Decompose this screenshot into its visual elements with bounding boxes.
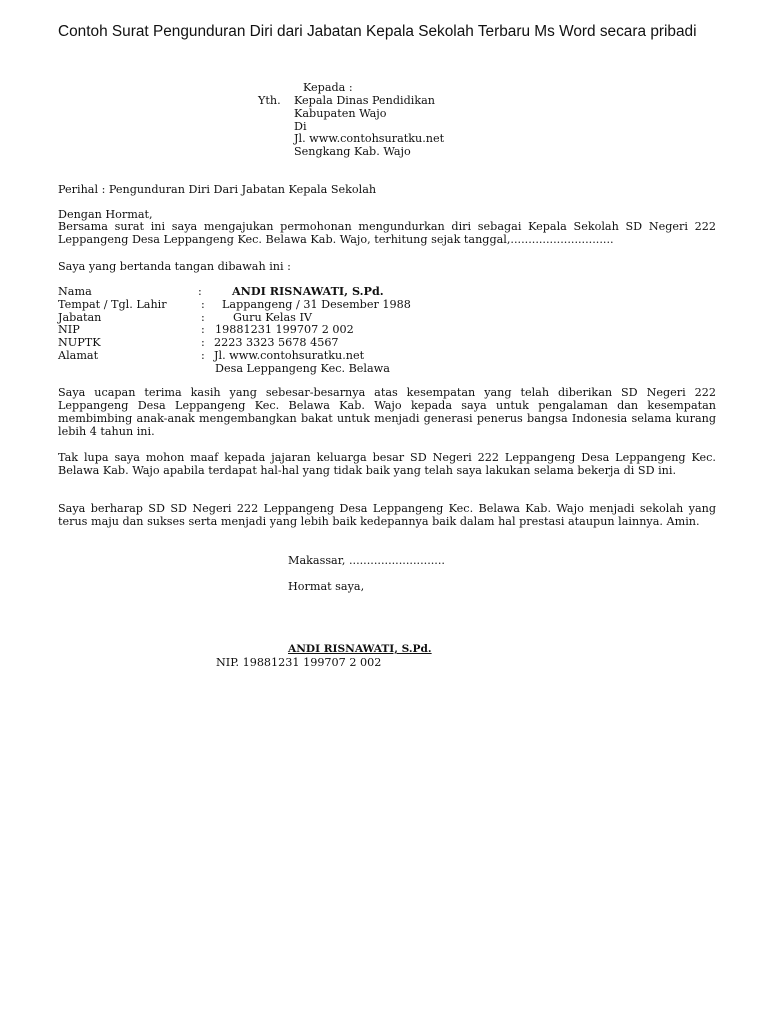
identity-label-nama: Nama xyxy=(58,285,92,298)
recipient-line1: Kepala Dinas Pendidikan xyxy=(294,94,436,107)
identity-label-nip: NIP xyxy=(58,323,80,336)
identity-sep-alamat: : xyxy=(201,349,205,362)
recipient-yth: Yth. xyxy=(258,94,281,107)
identity-sep-jabatan: : xyxy=(201,311,205,324)
closing-regards: Hormat saya, xyxy=(288,580,365,593)
identity-sep-nama: : xyxy=(198,285,202,298)
body-paragraph-2: Tak lupa saya mohon maaf kepada jajaran keluarga besar SD Negeri 222 Leppangeng Desa Leppangeng Kec. Belawa Kab. Wajo apabila terdapat hal-hal yang tidak baik yang telah saya lakukan selama bekerja di SD ini. xyxy=(58,451,716,477)
salutation: Dengan Hormat, xyxy=(58,208,153,221)
body-paragraph-3: Saya berharap SD SD Negeri 222 Leppangeng Desa Leppangeng Kec. Belawa Kab. Wajo menjadi sekolah yang terus maju dan sukses serta menjadi yang lebih baik kedepannya baik dalam hal prestasi ataupun lainnya. Amin. xyxy=(58,502,716,528)
identity-intro: Saya yang bertanda tangan dibawah ini : xyxy=(58,260,291,273)
recipient-kepada: Kepada : xyxy=(303,81,353,94)
recipient-line3: Di xyxy=(294,120,307,133)
body-paragraph-1: Saya ucapan terima kasih yang sebesar-besarnya atas kesempatan yang telah diberikan SD Negeri 222 Leppangeng Desa Leppangeng Kec. Belawa Kab. Wajo kepada saya untuk pengalaman dan kesempatan membimbing anak-anak mengembangkan bakat untuk menjadi generasi penerus bangsa Indonesia selama kurang lebih 4 tahun ini. xyxy=(58,386,716,438)
subject-line: Perihal : Pengunduran Diri Dari Jabatan Kepala Sekolah xyxy=(58,183,377,196)
identity-sep-nip: : xyxy=(201,323,205,336)
identity-value-ttl: Lappangeng / 31 Desember 1988 xyxy=(222,298,411,311)
signer-name: ANDI RISNAWATI, S.Pd. xyxy=(288,643,432,655)
identity-label-jabatan: Jabatan xyxy=(58,311,102,324)
identity-label-nuptk: NUPTK xyxy=(58,336,101,349)
identity-sep-nuptk: : xyxy=(201,336,205,349)
recipient-line2: Kabupaten Wajo xyxy=(294,107,387,120)
recipient-line4: Jl. www.contohsuratku.net xyxy=(294,132,445,145)
identity-value-nama: ANDI RISNAWATI, S.Pd. xyxy=(232,284,384,298)
identity-value-nip: 19881231 199707 2 002 xyxy=(215,323,354,336)
identity-value-jabatan: Guru Kelas IV xyxy=(233,311,312,324)
identity-value-alamat: Jl. www.contohsuratku.net xyxy=(214,349,365,362)
recipient-line5: Sengkang Kab. Wajo xyxy=(294,145,411,158)
place-date: Makassar, ........................... xyxy=(288,554,445,567)
signer-nip: NIP. 19881231 199707 2 002 xyxy=(216,656,382,669)
document-title: Contoh Surat Pengunduran Diri dari Jabatan Kepala Sekolah Terbaru Ms Word secara pribadi xyxy=(58,23,697,40)
identity-label-ttl: Tempat / Tgl. Lahir xyxy=(58,298,167,311)
identity-label-alamat: Alamat xyxy=(58,349,99,362)
identity-value-nuptk: 2223 3323 5678 4567 xyxy=(214,336,339,349)
identity-value-alamat-2: Desa Leppangeng Kec. Belawa xyxy=(215,362,390,375)
opening-paragraph: Bersama surat ini saya mengajukan permohonan mengundurkan diri sebagai Kepala Sekolah SD Negeri 222 Leppangeng Desa Leppangeng Kec. Belawa Kab. Wajo, terhitung sejak tanggal,............................. xyxy=(58,220,716,246)
identity-sep-ttl: : xyxy=(201,298,205,311)
